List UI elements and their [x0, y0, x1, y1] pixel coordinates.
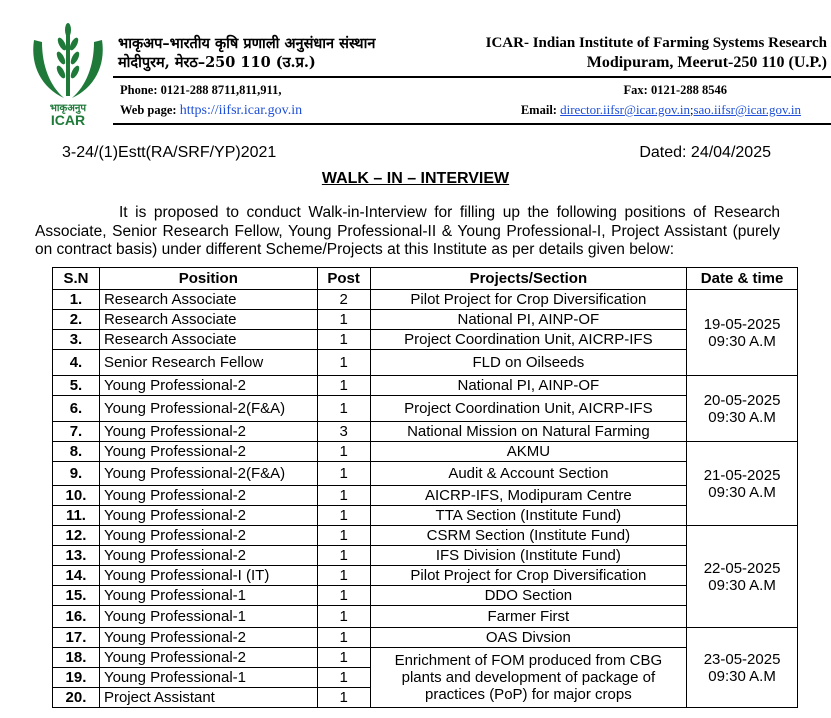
cell-position: Research Associate [99, 310, 317, 330]
cell-post: 1 [317, 376, 370, 396]
hindi-name-line2: मोदीपुरम, मेरठ–250 110 (उ.प्र.) [118, 54, 316, 71]
positions-table [52, 267, 798, 708]
cell-project: Enrichment of FOM produced from CBG plants and development of package of practices (PoP) for major crops [370, 648, 687, 708]
reference-number: 3-24/(1)Estt(RA/SRF/YP)2021 [62, 144, 277, 161]
column-header-position: Position [99, 268, 317, 290]
web-link[interactable]: https://iifsr.icar.gov.in [179, 103, 303, 118]
notice-heading: WALK – IN – INTERVIEW [321, 170, 510, 187]
interview-date: 23-05-2025 [703, 650, 781, 668]
header-divider-bottom [113, 123, 831, 125]
cell-position: Young Professional-2(F&A) [99, 396, 317, 422]
table-row [53, 506, 798, 526]
email-separator: ; [689, 103, 694, 117]
cell-position: Young Professional-2 [99, 376, 317, 396]
cell-sn: 2. [53, 310, 100, 330]
cell-project: Pilot Project for Crop Diversification [370, 566, 687, 586]
cell-position: Senior Research Fellow [99, 350, 317, 376]
cell-post: 1 [317, 442, 370, 462]
cell-position: Research Associate [99, 330, 317, 350]
table-row [53, 462, 798, 486]
cell-sn: 3. [53, 330, 100, 350]
cell-post: 1 [317, 310, 370, 330]
fax-value: 0121-288 8546 [650, 83, 727, 97]
cell-sn: 1. [53, 290, 100, 310]
institute-name-hindi [118, 34, 375, 72]
cell-post: 1 [317, 486, 370, 506]
table-row [53, 310, 798, 330]
cell-post: 2 [317, 290, 370, 310]
cell-post: 1 [317, 668, 370, 688]
email-info [521, 102, 801, 118]
cell-date-time [687, 290, 798, 376]
cell-post: 1 [317, 546, 370, 566]
cell-sn: 11. [53, 506, 100, 526]
cell-position: Research Associate [99, 290, 317, 310]
notice-intro: It is proposed to conduct Walk-in-Interview for filling up the following positions of Research Associate, Senior Research Fellow, Young Professional-II & Young Professional-I, Project Assistant (purely on contract basis) under different Scheme/Projects at this Institute as per details given below: [35, 204, 780, 258]
cell-sn: 20. [53, 688, 100, 708]
cell-sn: 14. [53, 566, 100, 586]
table-row [53, 586, 798, 606]
interview-date: 21-05-2025 [703, 466, 781, 484]
cell-position: Young Professional-2 [99, 422, 317, 442]
cell-project: CSRM Section (Institute Fund) [370, 526, 687, 546]
cell-position: Young Professional-2 [99, 546, 317, 566]
hindi-name-line1: भाकृअप–भारतीय कृषि प्रणाली अनुसंधान संस्थान [118, 35, 376, 52]
cell-sn: 8. [53, 442, 100, 462]
header-divider-top [113, 76, 831, 78]
cell-position: Young Professional-2(F&A) [99, 462, 317, 486]
interview-time: 09:30 A.M [708, 576, 776, 594]
table-row [53, 486, 798, 506]
cell-sn: 12. [53, 526, 100, 546]
cell-project: DDO Section [370, 586, 687, 606]
cell-position: Young Professional-1 [99, 586, 317, 606]
table-row [53, 606, 798, 628]
cell-project: Farmer First [370, 606, 687, 628]
cell-position: Project Assistant [99, 688, 317, 708]
cell-post: 1 [317, 688, 370, 708]
cell-post: 1 [317, 526, 370, 546]
notice-date: Dated: 24/04/2025 [639, 144, 771, 161]
cell-date-time [687, 376, 798, 442]
interview-time: 09:30 A.M [708, 332, 776, 350]
interview-time: 09:30 A.M [708, 667, 776, 685]
cell-project: FLD on Oilseeds [370, 350, 687, 376]
fax-label: Fax: [623, 83, 648, 97]
logo-hindi-text: भाकृअनुप [49, 103, 87, 114]
cell-sn: 6. [53, 396, 100, 422]
cell-project: National PI, AINP-OF [370, 376, 687, 396]
cell-post: 1 [317, 350, 370, 376]
cell-post: 1 [317, 506, 370, 526]
phone-info [120, 82, 281, 98]
cell-project: TTA Section (Institute Fund) [370, 506, 687, 526]
english-name-line1: ICAR- Indian Institute of Farming Systems Research [485, 35, 827, 51]
cell-date-time [687, 442, 798, 526]
table-row [53, 566, 798, 586]
cell-post: 1 [317, 566, 370, 586]
cell-sn: 7. [53, 422, 100, 442]
cell-position: Young Professional-I (IT) [99, 566, 317, 586]
table-header-row [53, 268, 798, 290]
cell-position: Young Professional-2 [99, 442, 317, 462]
table-row [53, 290, 798, 310]
cell-position: Young Professional-2 [99, 648, 317, 668]
cell-project: IFS Division (Institute Fund) [370, 546, 687, 566]
cell-sn: 13. [53, 546, 100, 566]
icar-logo [28, 22, 108, 128]
web-label: Web page: [120, 103, 177, 117]
cell-project: National Mission on Natural Farming [370, 422, 687, 442]
cell-project: Project Coordination Unit, AICRP-IFS [370, 396, 687, 422]
table-row [53, 442, 798, 462]
cell-project: National PI, AINP-OF [370, 310, 687, 330]
cell-project: AICRP-IFS, Modipuram Centre [370, 486, 687, 506]
phone-value: 0121-288 8711,811,911, [160, 83, 282, 97]
cell-sn: 16. [53, 606, 100, 628]
table-row [53, 330, 798, 350]
web-info [120, 102, 302, 119]
cell-date-time [687, 628, 798, 708]
cell-project: Project Coordination Unit, AICRP-IFS [370, 330, 687, 350]
cell-post: 1 [317, 586, 370, 606]
interview-time: 09:30 A.M [708, 408, 776, 426]
cell-post: 1 [317, 462, 370, 486]
institute-name-english [486, 34, 827, 72]
cell-sn: 17. [53, 628, 100, 648]
column-header-sn: S.N [53, 268, 100, 290]
cell-position: Young Professional-2 [99, 526, 317, 546]
cell-post: 1 [317, 606, 370, 628]
cell-project: AKMU [370, 442, 687, 462]
cell-date-time [687, 526, 798, 628]
interview-date: 19-05-2025 [703, 315, 781, 333]
column-header-project: Projects/Section [370, 268, 687, 290]
cell-sn: 4. [53, 350, 100, 376]
cell-sn: 5. [53, 376, 100, 396]
logo-icar-text: ICAR [50, 112, 86, 128]
english-name-line2: Modipuram, Meerut-250 110 (U.P.) [586, 54, 827, 71]
cell-post: 3 [317, 422, 370, 442]
cell-position: Young Professional-2 [99, 506, 317, 526]
email-sao-link[interactable]: sao.iifsr@icar.gov.in [693, 102, 801, 117]
table-row [53, 628, 798, 648]
cell-position: Young Professional-1 [99, 668, 317, 688]
cell-post: 1 [317, 628, 370, 648]
column-header-post: Post [317, 268, 370, 290]
interview-time: 09:30 A.M [708, 483, 776, 501]
cell-position: Young Professional-2 [99, 486, 317, 506]
cell-sn: 15. [53, 586, 100, 606]
column-header-date-time: Date & time [687, 268, 798, 290]
cell-project: Pilot Project for Crop Diversification [370, 290, 687, 310]
email-director-link[interactable]: director.iifsr@icar.gov.in [560, 102, 690, 117]
phone-label: Phone: [120, 83, 158, 97]
cell-project: OAS Divsion [370, 628, 687, 648]
table-row [53, 546, 798, 566]
table-row [53, 350, 798, 376]
cell-project: Audit & Account Section [370, 462, 687, 486]
email-label: Email: [520, 103, 557, 117]
table-row [53, 526, 798, 546]
cell-sn: 18. [53, 648, 100, 668]
interview-date: 22-05-2025 [703, 559, 781, 577]
cell-post: 1 [317, 330, 370, 350]
cell-post: 1 [317, 396, 370, 422]
cell-post: 1 [317, 648, 370, 668]
table-row [53, 648, 798, 668]
cell-sn: 19. [53, 668, 100, 688]
table-row [53, 376, 798, 396]
fax-info [624, 82, 727, 98]
table-row [53, 396, 798, 422]
cell-sn: 9. [53, 462, 100, 486]
cell-position: Young Professional-2 [99, 628, 317, 648]
interview-date: 20-05-2025 [703, 391, 781, 409]
table-row [53, 422, 798, 442]
cell-position: Young Professional-1 [99, 606, 317, 628]
cell-sn: 10. [53, 486, 100, 506]
